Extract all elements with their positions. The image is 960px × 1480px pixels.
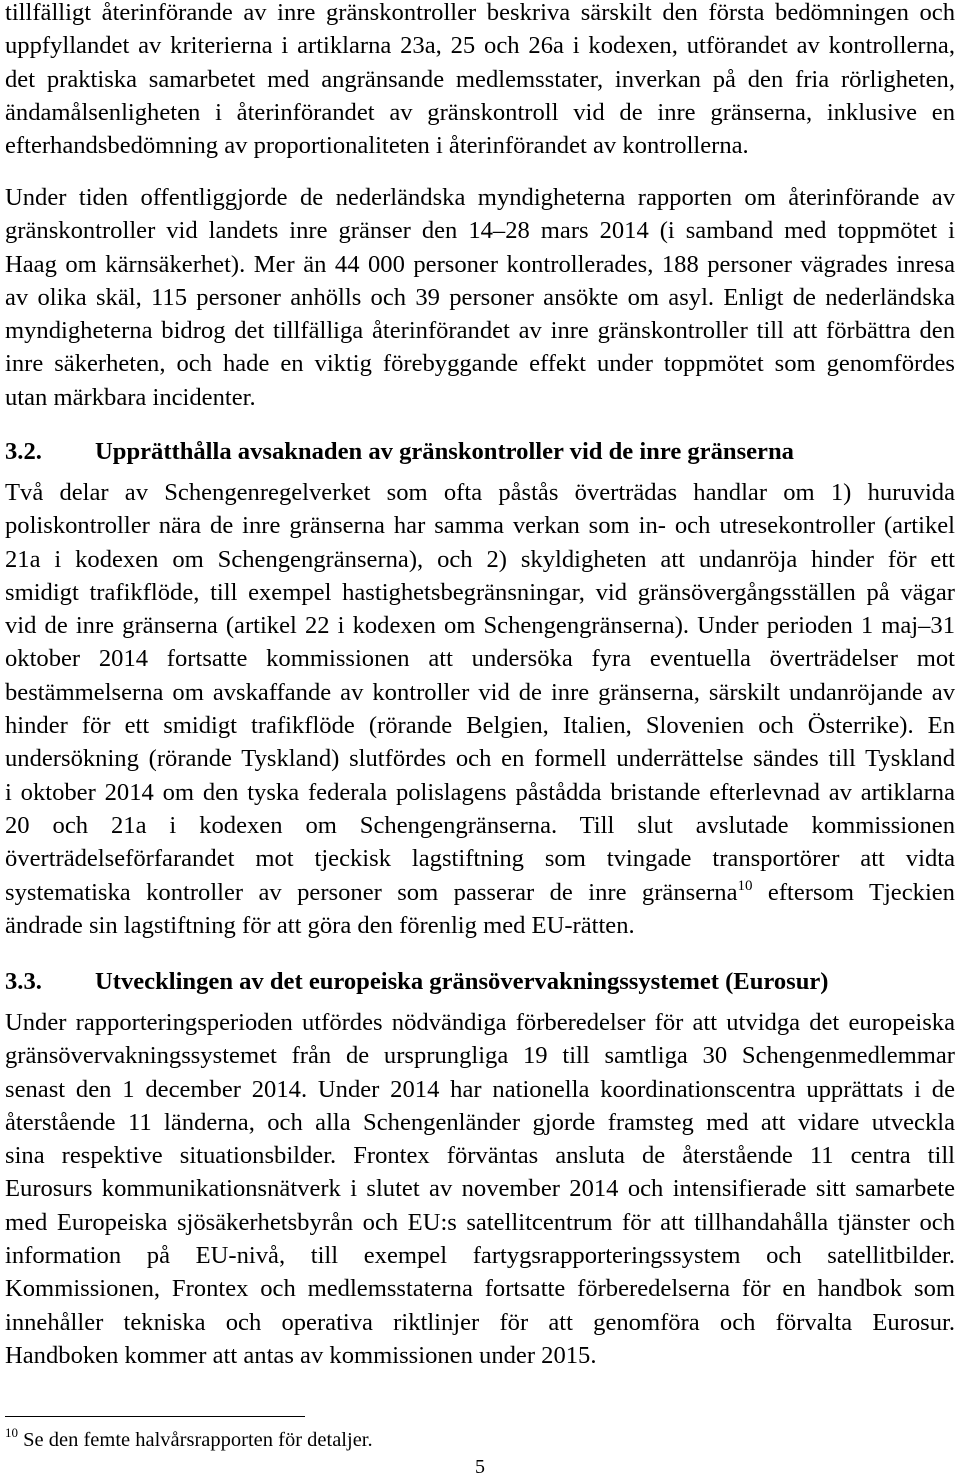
text-line: inre säkerheten, och hade en viktig förebyggande effekt under toppmötet som genomfördes xyxy=(5,350,955,378)
text-line-with-footnote-ref xyxy=(5,876,955,909)
text-line: ändrade sin lagstiftning för att göra den förenlig med EU-rätten. xyxy=(5,911,635,939)
text-line: Haag om kärnsäkerhet). Mer än 44 000 personer kontrollerades, 188 personer vägrades inresa xyxy=(5,250,955,278)
paragraph-section-3-2 xyxy=(5,476,955,942)
text-line: 20 och 21a i kodexen om Schengengränserna. Till slut avslutade kommissionen xyxy=(5,811,955,839)
section-title: Upprätthålla avsaknaden av gränskontroller vid de inre gränserna xyxy=(95,438,794,465)
text-line: Handboken kommer att antas av kommissionen under 2015. xyxy=(5,1341,597,1369)
footnote-number: 10 xyxy=(5,1425,18,1440)
paragraph-netherlands-report xyxy=(5,181,955,414)
text-line: av olika skäl, 115 personer anhölls och 39 personer ansökte om asyl. Enligt de nederländska xyxy=(5,283,955,311)
text-line: senast den 1 december 2014. Under 2014 har nationella koordinationscentra upprättats i de xyxy=(5,1075,955,1103)
line-text-after-ref: eftersom Tjeckien xyxy=(752,878,955,906)
text-line: uppfyllandet av kriterierna i artiklarna 23a, 25 och 26a i kodexen, utförandet av kontrollerna, xyxy=(5,32,955,60)
text-line: undersökning (rörande Tyskland) slutfördes och en formell underrättelse sändes till Tyskland xyxy=(5,745,955,773)
section-heading-3-3 xyxy=(5,965,955,998)
text-line: innehåller tekniska och operativa riktlinjer för att genomföra och förvalta Eurosur. xyxy=(5,1308,955,1336)
footnote-reference: 10 xyxy=(737,877,753,894)
page-number: 5 xyxy=(475,1456,485,1478)
paragraph-reintroduction-report xyxy=(5,0,955,162)
text-line: information på EU-nivå, till exempel fartygsrapporteringssystem och satellitbilder. xyxy=(5,1242,955,1270)
text-line: Under rapporteringsperioden utfördes nödvändiga förberedelser för att utvidga det europeiska xyxy=(5,1009,955,1036)
footnote-text: Se den femte halvårsrapporten för detaljer. xyxy=(23,1429,373,1451)
text-line: i oktober 2014 om den tyska federala polislagens påstådda bristande efterlevnad av artiklarna xyxy=(5,778,955,806)
section-number: 3.3. xyxy=(5,968,42,995)
text-line: tillfälligt återinförande av inre gränskontroller beskriva särskilt den första bedömningen och xyxy=(5,0,955,26)
text-line: myndigheterna bidrog det tillfälliga återinförandet av inre gränskontroller till att förbättra den xyxy=(5,317,955,345)
text-line: hinder för ett smidigt trafikflöde (rörande Belgien, Italien, Slovenien och Österrike). En xyxy=(5,712,955,740)
text-line: smidigt trafikflöde, till exempel hastighetsbegränsningar, vid gränsövergångsställen på vägar xyxy=(5,578,955,606)
text-line: efterhandsbedömning av proportionaliteten i återinförandet av kontrollerna. xyxy=(5,132,749,160)
text-line: Kommissionen, Frontex och medlemsstaterna fortsatte förberedelserna för en handbok som xyxy=(5,1275,955,1303)
text-line: 21a i kodexen om Schengengränserna), och 2) skyldigheten att undanröja hinder för ett xyxy=(5,545,955,573)
text-line: poliskontroller nära de inre gränserna har samma verkan som in- och utresekontroller (artikel xyxy=(5,512,955,540)
text-line: ändamålsenligheten i återinförandet av gränskontroll vid de inre gränserna, inklusive en xyxy=(5,98,955,126)
section-title: Utvecklingen av det europeiska gränsövervakningssystemet (Eurosur) xyxy=(95,968,829,995)
text-line: oktober 2014 fortsatte kommissionen att undersöka fyra eventuella överträdelser mot xyxy=(5,645,955,673)
paragraph-section-3-3 xyxy=(5,1006,955,1372)
section-number: 3.2. xyxy=(5,438,42,465)
text-line: utan märkbara incidenter. xyxy=(5,383,256,411)
text-line: Under tiden offentliggjorde de nederländska myndigheterna rapporten om återinförande av xyxy=(5,184,955,211)
text-line: gränsövervakningssystemet från de ursprungliga 19 till samtliga 30 Schengenmedlemmar xyxy=(5,1042,955,1070)
line-text-before-ref: systematiska kontroller av personer som passerar de inre gränserna xyxy=(5,878,738,906)
text-line: det praktiska samarbetet med angränsande medlemsstater, inverkan på den fria rörligheten, xyxy=(5,65,955,93)
text-line: Eurosurs kommunikationsnätverk i slutet av november 2014 och intensifierade sitt samarbete xyxy=(5,1175,955,1203)
footnote xyxy=(5,1426,905,1454)
text-line: vid de inre gränserna (artikel 22 i kodexen om Schengengränserna). Under perioden 1 maj–31 xyxy=(5,612,955,640)
footnote-separator xyxy=(5,1416,305,1417)
text-line: sina respektive situationsbilder. Frontex förväntas ansluta de återstående 11 centra till xyxy=(5,1142,955,1170)
text-line: med Europeiska sjösäkerhetsbyrån och EU:s satellitcentrum för att tillhandahålla tjänster och xyxy=(5,1208,955,1236)
text-line: gränskontroller vid landets inre gränser den 14–28 mars 2014 (i samband med toppmötet i xyxy=(5,217,955,245)
section-heading-3-2 xyxy=(5,435,955,468)
text-line: överträdelseförfarandet mot tjeckisk lagstiftning som tvingade transportörer att vidta xyxy=(5,845,955,873)
text-line: Två delar av Schengenregelverket som ofta påstås överträdas handlar om 1) huruvida xyxy=(5,479,955,506)
text-line: återstående 11 länderna, och alla Schengenländer gjorde framsteg med att vidare utveckla xyxy=(5,1108,955,1136)
text-line: bestämmelserna om avskaffande av kontroller vid de inre gränserna, särskilt undanröjande av xyxy=(5,678,955,706)
